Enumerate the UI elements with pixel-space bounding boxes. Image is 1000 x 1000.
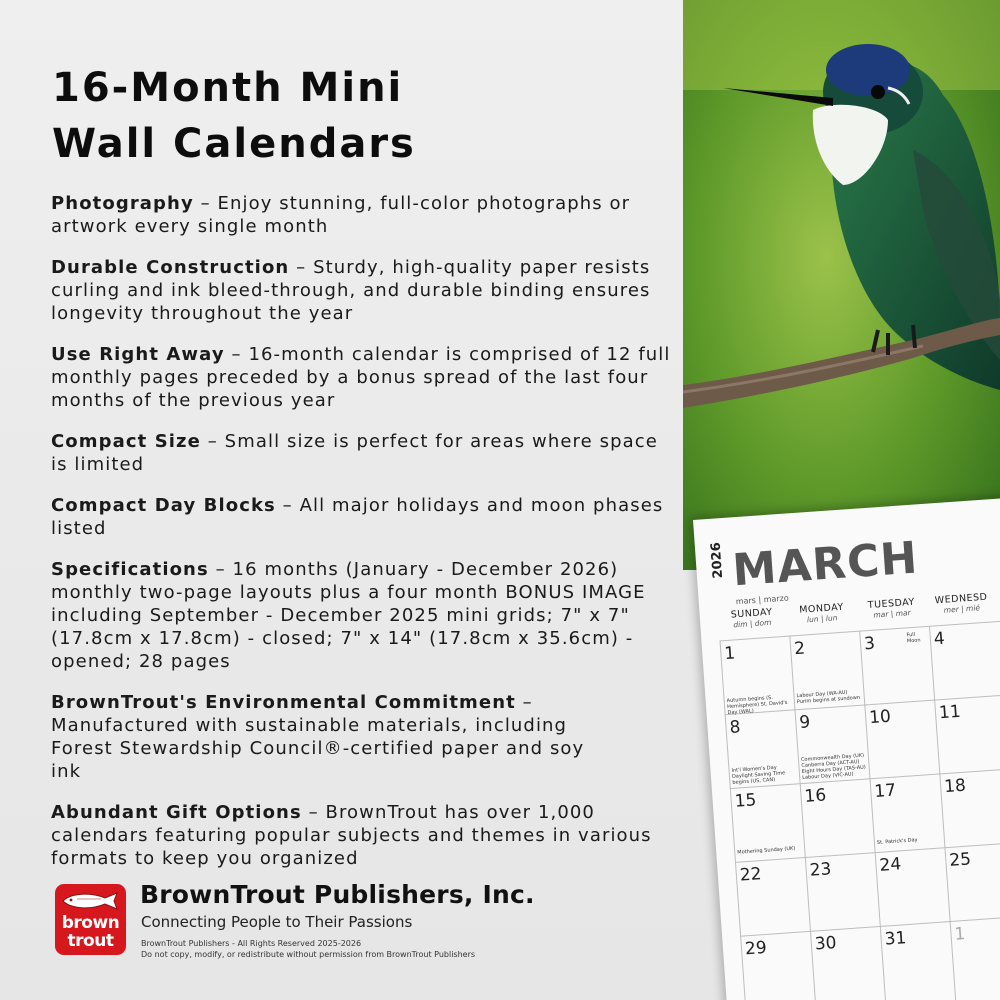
feature-item [51,343,676,412]
calendar-page [693,496,1000,1000]
feature-text: – All major holidays and moon phases listed [51,495,664,539]
feature-heading: Specifications [51,559,209,580]
date-number: 10 [868,706,892,729]
day-translation: mer | mié [943,603,981,615]
feature-text: – Enjoy stunning, full-color photographs or artwork every single month [51,193,631,237]
day-name: TUESDAY [867,596,916,611]
date-number: 16 [803,785,827,807]
feature-text: – Manufactured with sustainable materials, including Forest Stewardship Council®-certified paper and soy ink [51,692,585,782]
feature-list [51,192,676,888]
date-number: 24 [878,854,902,876]
day-translation: lun | lun [806,613,838,625]
day-name: WEDNESD [934,591,988,607]
logo-word-brown: brown [61,913,120,933]
date-number: 23 [809,859,833,881]
logo-word-trout: trout [67,931,114,951]
day-name: SUNDAY [730,606,773,621]
feature-text: – 16 months (January - December 2026) monthly two-page layouts plus a four month BONUS IMAGE including September - December 2025 mini grids; 7" x 7" (17.8cm x 17.8cm) - closed; 7" x 14" (17.8cm x 35.6cm) - opened; 28 pages [51,559,646,672]
calendar-month: MARCH [730,532,920,597]
holiday-note: St. Patrick's Day [876,837,918,846]
hummingbird-photo [683,0,1000,570]
grid-line [859,631,887,1000]
feature-heading: Compact Day Blocks [51,495,276,516]
publisher-tagline: Connecting People to Their Passions [141,913,413,931]
holiday-note: Autumn begins (S. Hemisphere) St. David's Day (WAL) [726,694,788,717]
feature-item [51,192,676,238]
date-number: 30 [814,933,838,955]
feature-heading: Compact Size [51,431,201,452]
feature-heading: Photography [51,193,194,214]
date-number: 8 [728,717,742,738]
day-header-wednesday [927,591,996,616]
date-number: 11 [938,701,962,724]
date-number: 15 [734,790,758,812]
browntrout-logo [55,884,126,955]
day-header-monday [787,601,856,626]
date-number: 29 [744,937,768,960]
date-number: 4 [933,628,946,650]
holiday-note: Labour Day (WA-AU) Purim begins at sundown [796,689,861,706]
feature-item [51,801,676,870]
publisher-name: BrownTrout Publishers, Inc. [140,880,535,909]
holiday-note: Mothering Sunday (UK) [737,845,796,856]
trout-icon [61,890,120,912]
feature-item [51,430,676,476]
page-title [52,60,652,172]
holiday-note: Commonwealth Day (UK) Canberra Day (ACT-AU) Eight Hours Day (TAS-AU) Labour Day (VIC-AU) [800,752,866,781]
day-header-sunday [717,606,786,631]
copyright-line: BrownTrout Publishers - All Rights Reserved 2025-2026 [141,939,362,948]
date-number: 31 [884,928,908,950]
feature-item [51,558,676,673]
moon-phase-note: Full Moon [906,631,921,645]
feature-text: – Small size is perfect for areas where space is limited [51,431,658,475]
date-number: 1 [723,643,736,665]
date-number: 9 [798,712,811,734]
date-number: 25 [948,849,972,871]
feature-text: – 16-month calendar is comprised of 12 full monthly pages preceded by a bonus spread of the last four months of the previous year [51,344,671,411]
calendar-month-translations: mars | marzo [735,593,790,607]
date-number: 22 [739,864,763,886]
date-number: 2 [793,638,806,660]
day-translation: mar | mar [873,608,911,620]
grid-line [789,635,817,1000]
feature-heading: Abundant Gift Options [51,802,302,823]
feature-heading: Use Right Away [51,344,225,365]
date-number: 18 [943,775,967,798]
title-line-1: 16-Month Mini [52,65,404,111]
copyright-notice [141,938,475,960]
date-number: 17 [873,780,897,802]
grid-line [929,626,957,1000]
day-header-tuesday [857,596,926,621]
copyright-line: Do not copy, modify, or redistribute without permission from BrownTrout Publishers [141,950,476,959]
feature-heading: BrownTrout's Environmental Commitment [51,692,516,713]
date-number: 3 [863,633,876,655]
day-translation: dim | dom [733,617,772,630]
feature-item [51,494,676,540]
feature-heading: Durable Construction [51,257,290,278]
date-number: 1 [953,924,967,945]
day-name: MONDAY [798,601,845,616]
title-line-2: Wall Calendars [52,121,416,167]
feature-item [51,691,611,783]
feature-text: – BrownTrout has over 1,000 calendars featuring popular subjects and themes in various formats to keep you organized [51,802,652,869]
feature-text: – Sturdy, high-quality paper resists curling and ink bleed-through, and durable binding ensures longevity throughout the year [51,257,651,324]
calendar-year: 2026 [708,541,727,579]
holiday-note: Int'l Women's Day Daylight Saving Time begins (US, CAN) [731,764,786,786]
calendar-preview [683,0,1000,1000]
feature-item [51,256,676,325]
grid-line [719,640,747,1000]
